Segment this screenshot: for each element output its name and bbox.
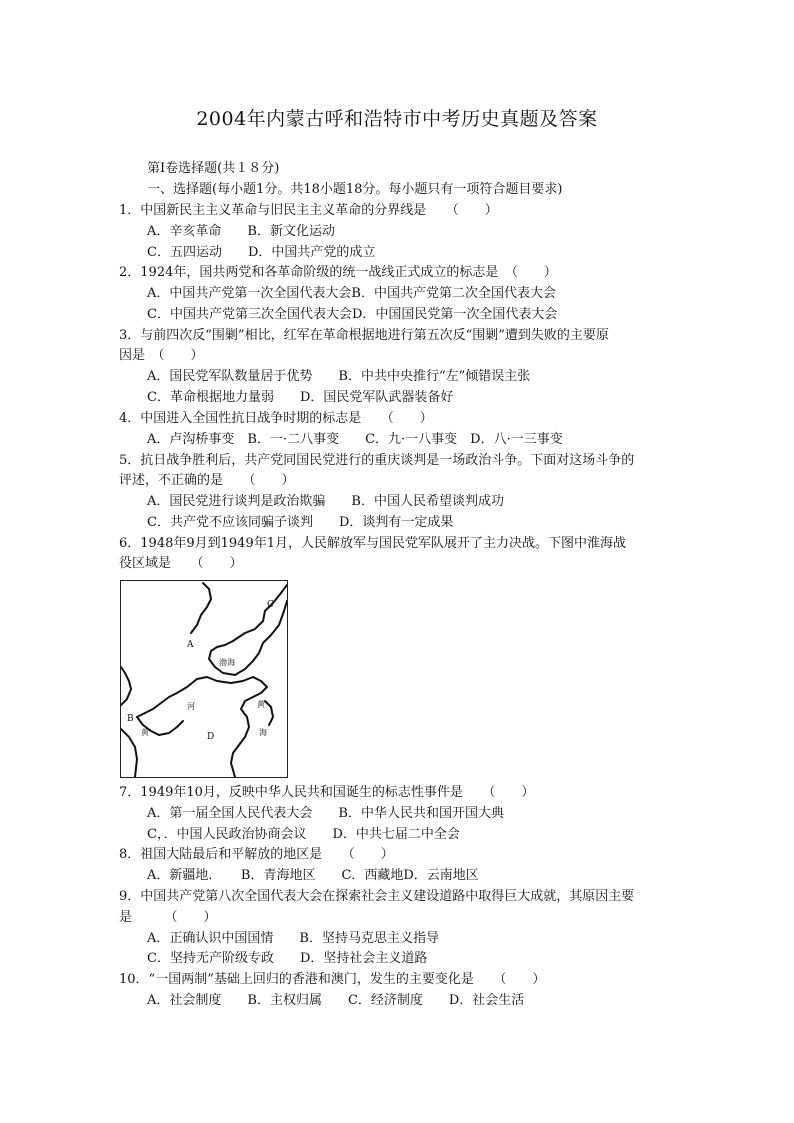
question-5-line-2: 评述，不正确的是 （ ） xyxy=(119,473,295,488)
question-4: 4．中国进入全国性抗日战争时期的标志是 （ ） xyxy=(119,411,433,426)
question-10-options: A．社会制度 B．主权归属 C．经济制度 D．社会生活 xyxy=(147,993,525,1008)
question-3-options-ab: A．国民党军队数量居于优势 B．中共中央推行“左”倾错误主张 xyxy=(147,369,531,384)
question-5-line-1: 5．抗日战争胜利后，共产党同国民党进行的重庆谈判是一场政治斗争。下面对这场斗争的 xyxy=(119,453,635,468)
huaihai-region-map xyxy=(120,580,288,778)
document-title: 2004年内蒙古呼和浩特市中考历史真题及答案 xyxy=(196,108,598,130)
question-8-options: A．新疆地． B．青海地区 C．西藏地D．云南地区 xyxy=(147,868,479,883)
question-9-options-cd: C．坚持无产阶级专政 D．坚持社会主义道路 xyxy=(147,951,428,966)
question-3-options-cd: C．革命根据地力量弱 D．国民党军队武器装备好 xyxy=(147,390,454,405)
question-7-options-ab: A．第一届全国人民代表大会 B．中华人民共和国开国大典 xyxy=(147,806,504,821)
question-1-options-ab: A．辛亥革命 B．新文化运动 xyxy=(147,224,335,239)
map-label-d: D xyxy=(207,732,215,742)
question-2: 2．1924年，国共两党和各革命阶级的统一战线正式成立的标志是 （ ） xyxy=(119,265,557,280)
question-7-options-cd: C，．中国人民政治协商会议 D．中共七届二中全会 xyxy=(147,827,460,842)
question-5-options-cd: C．共产党不应该同骗子谈判 D．谈判有一定成果 xyxy=(147,515,454,530)
question-3-line-2: 因是 （ ） xyxy=(119,348,204,363)
map-label-huang-river: 黄 xyxy=(141,728,149,737)
map-label-b: B xyxy=(127,714,134,724)
question-8: 8．祖国大陆最后和平解放的地区是 （ ） xyxy=(119,847,394,862)
question-4-options: A．卢沟桥事变 B．一·二八事变 C．九·一八事变 D．八·一三事变 xyxy=(147,432,563,447)
section-instruction: 一、选择题(每小题1分。共18小题18分。每小题只有一项符合题目要求) xyxy=(147,182,563,197)
section-heading: 第Ⅰ卷选择题(共１８分) xyxy=(147,161,280,176)
question-1: 1．中国新民主主义革命与旧民主主义革命的分界线是 （ ） xyxy=(119,203,498,218)
map-label-a: A xyxy=(187,640,194,650)
map-label-bohai: 渤海 xyxy=(219,658,235,667)
question-1-options-cd: C．五四运动 D．中国共产党的成立 xyxy=(147,245,376,260)
map-label-he: 河 xyxy=(187,702,195,711)
map-label-hai: 海 xyxy=(259,728,267,737)
question-6-line-2: 役区域是 （ ） xyxy=(119,556,243,571)
question-2-options-ab: A．中国共产党第一次全国代表大会B．中国共产党第二次全国代表大会 xyxy=(147,286,556,301)
question-10: 10．“一国两制”基础上回归的香港和澳门，发生的主要变化是 （ ） xyxy=(119,972,546,987)
question-9-line-2: 是 （ ） xyxy=(119,910,217,925)
question-5-options-ab: A．国民党进行谈判是政治欺骗 B．中国人民希望谈判成功 xyxy=(147,494,504,509)
question-9-options-ab: A．正确认识中国国情 B．坚持马克思主义指导 xyxy=(147,931,439,946)
question-9-line-1: 9．中国共产党第八次全国代表大会在探索社会主义建设道路中取得巨大成就，其原因主要 xyxy=(119,889,635,904)
map-label-c: C xyxy=(267,600,274,610)
question-2-options-cd: C．中国共产党第三次全国代表大会D．中国国民党第一次全国代表大会 xyxy=(147,307,558,322)
question-6-line-1: 6．1948年9月到1949年1月，人民解放军与国民党军队展开了主力决战。下图中淮海战 xyxy=(119,536,626,551)
question-3-line-1: 3．与前四次反“围剿”相比，红军在革命根据地进行第五次反“围剿”遭到失败的主要原 xyxy=(119,328,609,343)
question-7: 7．1949年10月，反映中华人民共和国诞生的标志性事件是 （ ） xyxy=(119,785,535,800)
map-label-huang: 黄 xyxy=(257,700,265,709)
